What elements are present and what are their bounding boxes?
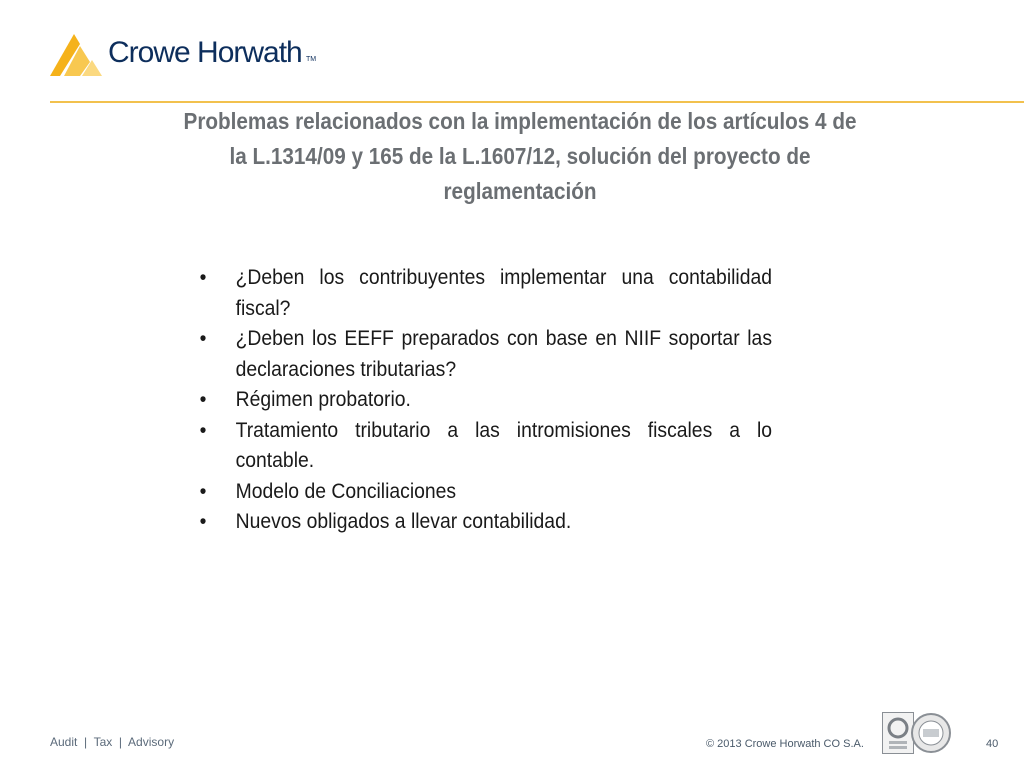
bullet-list [196,262,772,537]
bullet-item: • Régimen probatorio. [196,384,772,415]
crowe-peaks-logo-icon [50,30,102,78]
bullet-dot: • [199,326,207,350]
slide-title: Problemas relacionados con la implementación de los artículos 4 de la L.1314/09 y 165 de la L.1607/12, solución del proyecto de reglamentación [183,108,857,204]
bullet-item: • ¿Deben los contribuyentes implementar una contabilidad fiscal? [196,262,772,323]
bullet-dot: • [199,387,207,411]
page-number: 40 [986,738,999,750]
bullet-dot: • [199,265,207,289]
bullet-dot: • [199,417,207,442]
bullet-dot: • [199,509,207,533]
brand-logo [50,30,330,80]
footer-copyright: © 2013 Crowe Horwath CO S.A. [706,738,864,750]
bullet-item: • Tratamiento tributario a las intromisiones fiscales a lo contable. [196,415,772,476]
header-divider [50,101,1024,103]
bullet-item: • Modelo de Conciliaciones [196,476,772,507]
brand-name: Crowe Horwath [108,36,302,69]
bullet-item: • ¿Deben los EEFF preparados con base en NIIF soportar las declaraciones tributarias? [196,323,772,384]
brand-tm: TM [306,56,317,63]
bullet-item: • Nuevos obligados a llevar contabilidad. [196,506,772,537]
footer-services: Audit | Tax | Advisory [50,735,175,749]
iqnet-seal-icon [910,712,952,754]
bullet-dot: • [199,478,207,503]
